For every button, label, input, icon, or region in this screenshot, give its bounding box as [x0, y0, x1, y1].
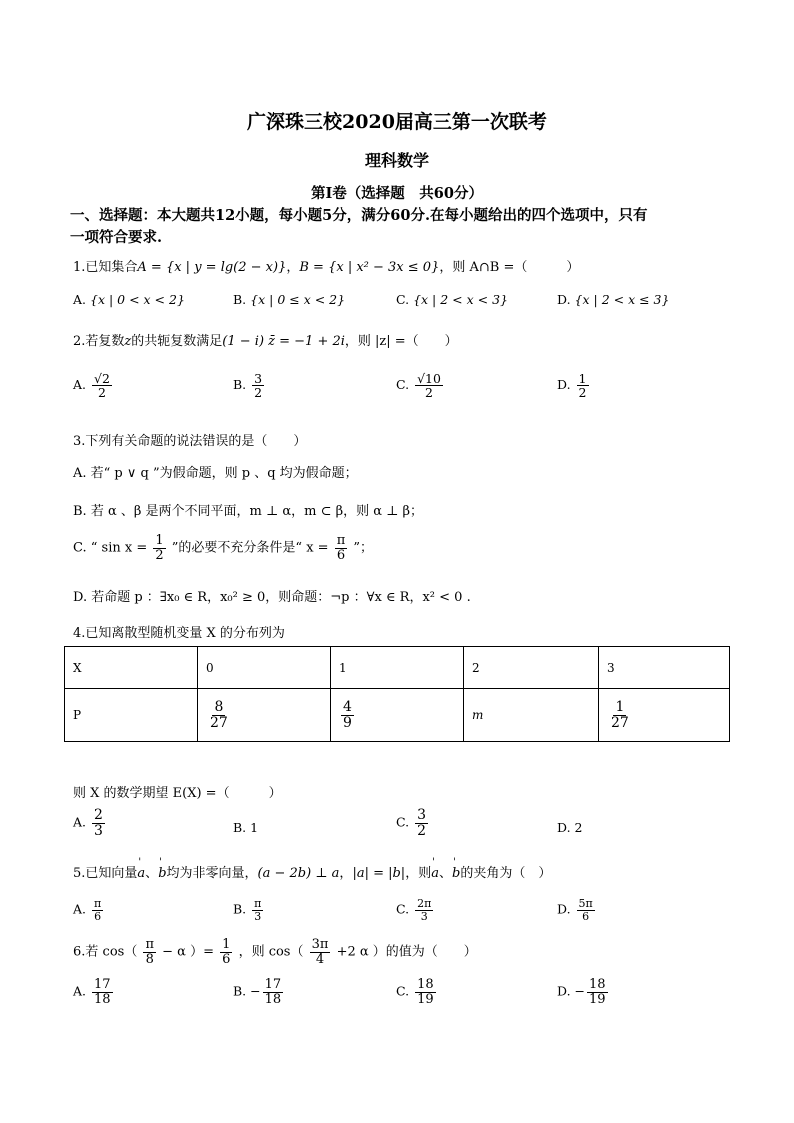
q4-option-c: C. $\frac{3}{2}$: [396, 807, 426, 839]
q2-option-b: B. $\frac{3}{2}$: [233, 371, 263, 401]
question-1-stem: [73, 256, 579, 275]
table-cell: 0: [198, 647, 331, 689]
q3-option-c: C. “ sin x = $\frac{1}{2}$ ”的必要不充分条件是“ x = $\frac{\pi}{6}$ ”；: [73, 533, 374, 563]
q2-option-a: A. $\frac{√2}{2}$: [73, 371, 110, 401]
q1-set-a: A = {x | y = lg(2 − x)}: [137, 260, 287, 275]
q1-option-a: A. {x | 0 < x < 2}: [73, 292, 185, 307]
question-6-stem: 6.若 cos（ $\frac{\pi}{8}$ − α ）= $\frac{1}{6}$ ，则 cos（ $\frac{3\pi}{4}$ +2 α ）的值为（ ）: [73, 937, 477, 967]
table-cell: m: [464, 689, 599, 742]
q6-option-b: B. − $\frac{17}{18}$: [233, 977, 282, 1007]
question-3-stem: 3.下列有关命题的说法错误的是（ ）: [73, 434, 307, 449]
distribution-table: [64, 646, 730, 742]
table-row: [65, 689, 730, 742]
q1-tail: ，则 A∩B =（ ）: [439, 260, 580, 275]
q5-option-d: D. $\frac{5\pi}{6}$: [557, 897, 593, 923]
table-cell: 3: [599, 647, 730, 689]
q3-option-d: D. 若命题 p ：∃x₀ ∈ R，x₀² ≥ 0，则命题：¬p ：∀x ∈ R，x² < 0 .: [73, 590, 471, 605]
table-row: [65, 647, 730, 689]
table-cell: $\frac{4}{9}$: [331, 689, 464, 742]
table-cell: 2: [464, 647, 599, 689]
section-heading-line2: 一项符合要求.: [70, 229, 163, 246]
q6-option-c: C. $\frac{18}{19}$: [396, 977, 434, 1007]
q1-prefix: 1.已知集合: [73, 260, 138, 275]
q3-option-b: B. 若 α 、β 是两个不同平面，m ⊥ α，m ⊂ β，则 α ⊥ β；: [73, 504, 424, 519]
table-cell: $\frac{8}{27}$: [198, 689, 331, 742]
q1-option-d: D. {x | 2 < x ≤ 3}: [557, 292, 670, 307]
q6-option-d: D. − $\frac{18}{19}$: [557, 977, 606, 1007]
exam-title: 广深珠三校2020届高三第一次联考: [247, 111, 547, 133]
table-cell: X: [65, 647, 198, 689]
q4-option-a: A. $\frac{2}{3}$: [73, 807, 103, 839]
question-2-stem: 2.若复数z的共轭复数满足(1 − i) z̄ = −1 + 2i，则 |z| =（ ）: [73, 334, 458, 349]
q5-option-b: B. $\frac{\pi}{3}$: [233, 897, 262, 923]
q1-option-b: B. {x | 0 ≤ x < 2}: [233, 292, 346, 307]
table-cell: 1: [331, 647, 464, 689]
q2-option-d: D. $\frac{1}{2}$: [557, 371, 587, 401]
q1-sep: ，: [286, 260, 300, 275]
table-cell: $\frac{1}{27}$: [599, 689, 730, 742]
question-4-stem: 4.已知离散型随机变量 X 的分布列为: [73, 626, 285, 641]
q4-option-b: B. 1: [233, 820, 259, 835]
q3-option-a: A. 若“ p ∨ q ”为假命题，则 p 、q 均为假命题；: [73, 466, 358, 481]
q5-option-c: C. $\frac{2\pi}{3}$: [396, 897, 432, 923]
table-cell: P: [65, 689, 198, 742]
q4-option-d: D. 2: [557, 820, 583, 835]
question-5-stem: 5.已知向量' a、' b均为非零向量，(a − 2b) ⊥ a，|a| = |b|，则' a、' b的夹角为（ ）: [73, 862, 551, 881]
q4-question: 则 X 的数学期望 E(X) =（ ）: [73, 786, 282, 801]
q1-option-c: C. {x | 2 < x < 3}: [396, 292, 508, 307]
part-title: 第Ⅰ卷（选择题 共60分）: [311, 185, 483, 202]
q5-option-a: A. $\frac{\pi}{6}$: [73, 897, 102, 923]
section-heading-line1: 一、选择题：本大题共12小题，每小题5分，满分60分.在每小题给出的四个选项中，只有: [70, 207, 648, 224]
q1-set-b: B = {x | x² − 3x ≤ 0}: [299, 260, 440, 275]
q2-option-c: C. $\frac{√10}{2}$: [396, 371, 441, 401]
q6-option-a: A. $\frac{17}{18}$: [73, 977, 111, 1007]
subject-title: 理科数学: [364, 151, 429, 170]
